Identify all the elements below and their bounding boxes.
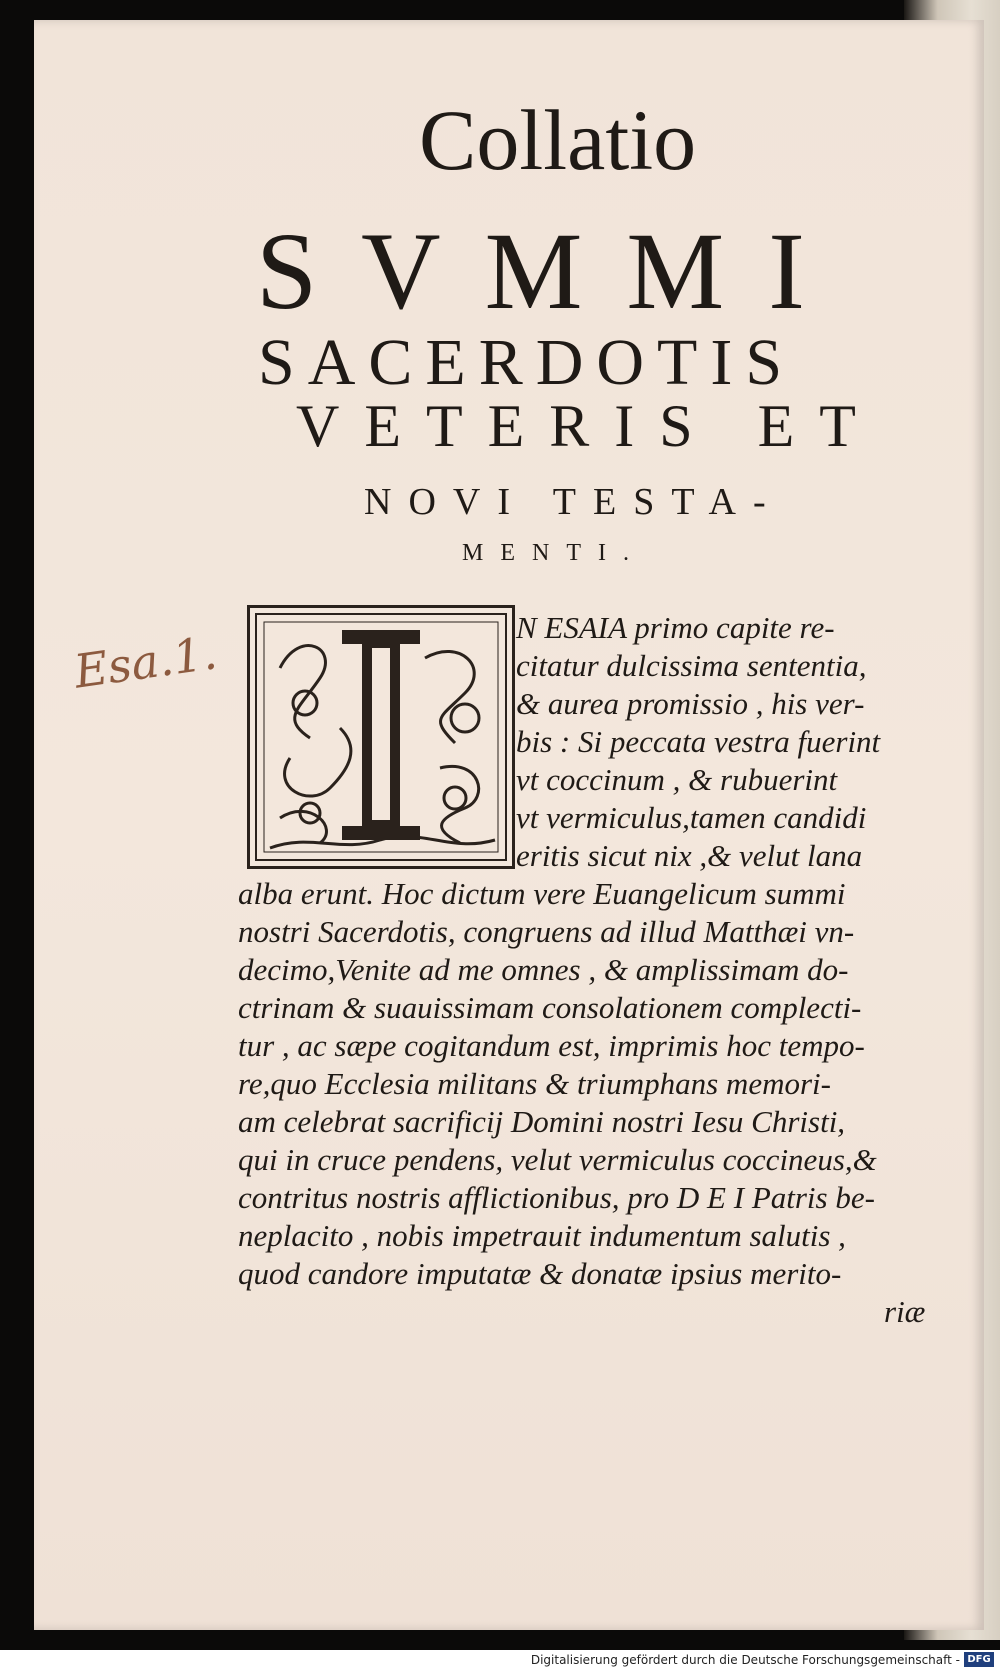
book-page <box>34 20 984 1630</box>
title-novi-testa: NOVI TESTA- <box>364 481 783 523</box>
title-collatio: Collatio <box>419 92 697 188</box>
body-line-15: qui in cruce pendens, velut vermiculus coccineus,& <box>238 1142 877 1177</box>
title-sacerdotis: SACERDOTIS <box>258 326 796 399</box>
body-line-5: vt coccinum , & rubuerint <box>516 762 838 797</box>
body-line-9: nostri Sacerdotis, congruens ad illud Matthæi vn- <box>238 914 855 949</box>
body-line-6: vt vermiculus,tamen candidi <box>516 800 867 835</box>
body-line-13: re,quo Ecclesia militans & triumphans memori- <box>238 1066 831 1101</box>
title-summi: SVMMI <box>256 210 849 332</box>
body-line-12: tur , ac sæpe cogitandum est, imprimis hoc tempo- <box>238 1028 865 1063</box>
body-line-7: eritis sicut nix ,& velut lana <box>516 838 863 873</box>
decorated-initial-i <box>247 605 515 869</box>
body-line-2: citatur dulcissima sententia, <box>516 648 867 683</box>
body-line-14: am celebrat sacrificij Domini nostri Iesu Christi, <box>238 1104 846 1139</box>
title-menti: MENTI. <box>462 540 646 566</box>
decorated-initial-ornament <box>250 608 512 866</box>
body-line-4: bis : Si peccata vestra fuerint <box>516 724 881 759</box>
dfg-logo-icon: DFG <box>964 1652 994 1667</box>
body-line-18: quod candore imputatæ & donatæ ipsius merito- <box>238 1256 842 1291</box>
body-line-17: neplacito , nobis impetrauit indumentum salutis , <box>238 1218 846 1253</box>
title-veteris-et: VETERIS ET <box>296 393 881 459</box>
body-line-1: N ESAIA primo capite re- <box>516 610 835 645</box>
page-content <box>34 20 984 1630</box>
footer-credit: Digitalisierung gefördert durch die Deutsche Forschungsgemeinschaft - <box>530 1653 960 1667</box>
body-line-16: contritus nostris afflictionibus, pro D E I Patris be- <box>238 1180 875 1215</box>
catchword: riæ <box>884 1294 926 1329</box>
body-line-10: decimo,Venite ad me omnes , & amplissimam do- <box>238 952 849 987</box>
body-line-3: & aurea promissio , his ver- <box>516 686 865 721</box>
body-line-8: alba erunt. Hoc dictum vere Euangelicum summi <box>238 876 846 911</box>
body-line-11: ctrinam & suauissimam consolationem complecti- <box>238 990 862 1025</box>
handwritten-margin-note: Esa.1. <box>70 625 221 699</box>
digitization-footer <box>0 1650 1000 1670</box>
